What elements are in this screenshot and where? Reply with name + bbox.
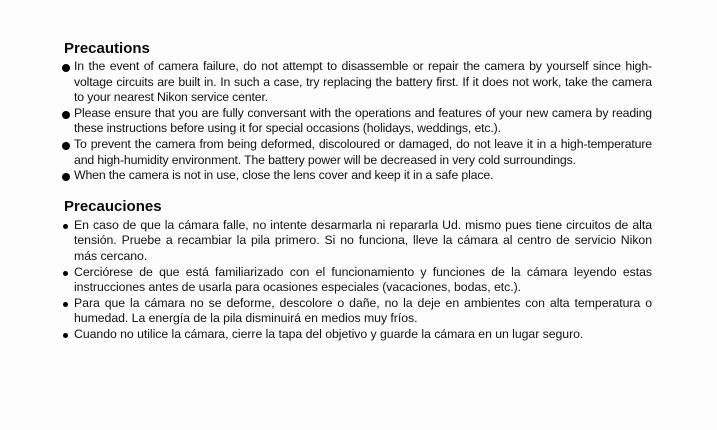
precautions-section-spanish [62,198,652,343]
list-item-text: Please ensure that you are fully conversant with the operations and features of your new camera by reading these instructions before using it for special occasions (holidays, weddings, etc.). [74,105,652,136]
bullet-dot-icon [62,111,70,119]
list-item-text: When the camera is not in use, close the lens cover and keep it in a safe place. [74,168,494,183]
list-item [62,327,652,343]
precautions-list-spanish [62,218,652,343]
section-title-spanish: Precauciones [64,197,162,215]
bullet-dot-icon [62,64,70,72]
list-item-text: Para que la cámara no se deforme, descolore o dañe, no la deje en ambientes con alta temperatura o humedad. La energía de la pila disminuirá en medios muy fríos. [74,295,652,326]
list-item [62,168,652,184]
bullet-dot-icon [63,302,68,307]
section-title-english: Precautions [64,40,150,57]
list-item [62,59,652,106]
list-item [62,218,652,265]
list-item-text: Cuando no utilice la cámara, cierre la tapa del objetivo y guarde la cámara en un lugar seguro. [74,326,584,341]
list-item [62,296,652,327]
list-item-text: Cerciórese de que está familiarizado con el funcionamiento y funciones de la cámara leyendo estas instrucciones antes de usarla para ocasiones especiales (vacaciones, bodas, etc.). [74,264,652,295]
precautions-section-english [62,40,652,184]
page-content [62,40,652,343]
precautions-list-english [62,59,652,184]
list-item [62,137,652,168]
bullet-dot-icon [62,173,70,181]
list-item [62,265,652,296]
bullet-dot-icon [62,142,70,150]
bullet-dot-icon [63,333,68,338]
list-item [62,106,652,137]
bullet-dot-icon [63,271,68,276]
bullet-dot-icon [63,224,68,229]
list-item-text: En caso de que la cámara falle, no intente desarmarla ni repararla Ud. mismo pues tiene circuitos de alta tensión. Pruebe a recambiar la pila primero. Si no funciona, lleve la cámara al centro de servicio Nikon más cercano. [74,217,652,263]
list-item-text: In the event of camera failure, do not attempt to disassemble or repair the camera by yourself since high-voltage circuits are built in. In such a case, try replacing the battery first. If it does not work, take the camera to your nearest Nikon service center. [74,59,652,105]
list-item-text: To prevent the camera from being deformed, discoloured or damaged, do not leave it in a high-temperature and high-humidity environment. The battery power will be decreased in very cold surroundings. [74,136,652,167]
